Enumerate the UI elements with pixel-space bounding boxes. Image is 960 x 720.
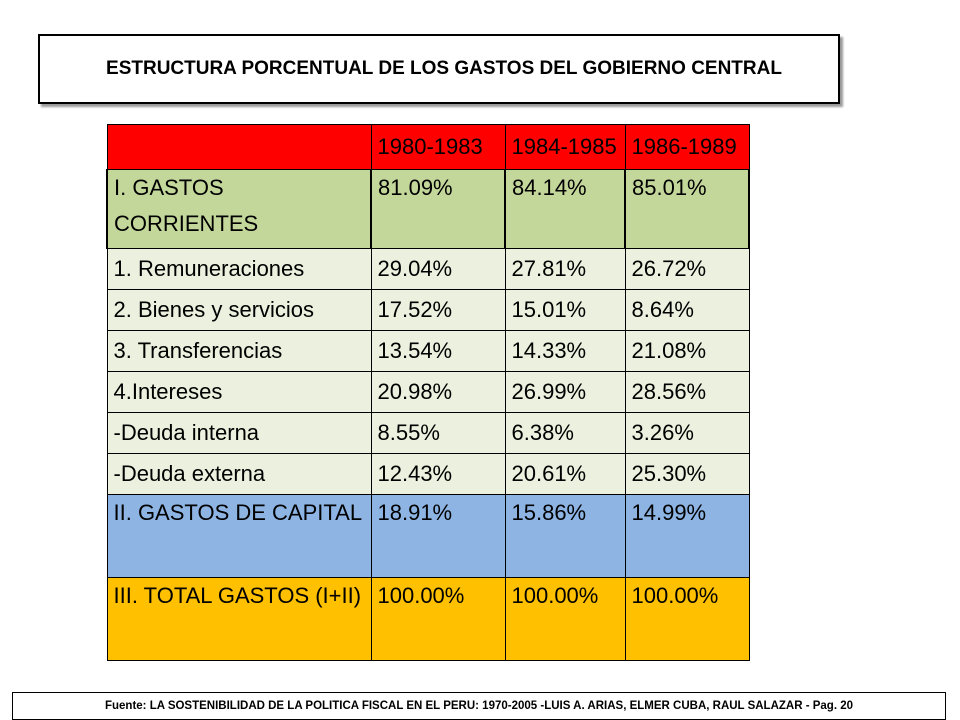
table-cell: 29.04%	[371, 249, 505, 290]
table-cell: 18.91%	[371, 495, 505, 578]
table-row-total-gastos	[107, 578, 749, 661]
table-cell: 15.86%	[505, 495, 625, 578]
row-label: -Deuda externa	[107, 454, 371, 495]
table-cell: 85.01%	[625, 170, 749, 249]
page-title: ESTRUCTURA PORCENTUAL DE LOS GASTOS DEL GOBIERNO CENTRAL	[106, 58, 782, 79]
source-label: Fuente:	[104, 700, 147, 712]
row-label: -Deuda interna	[107, 413, 371, 454]
row-label: 2. Bienes y servicios	[107, 290, 371, 331]
table-cell: 100.00%	[625, 578, 749, 661]
table-row-remuneraciones	[107, 249, 749, 290]
table-cell: 21.08%	[625, 331, 749, 372]
title-box	[38, 34, 840, 104]
table-row-gastos-capital	[107, 495, 749, 578]
header-cell-1986-1989: 1986-1989	[625, 125, 749, 170]
table-row-intereses	[107, 372, 749, 413]
table-cell: 14.99%	[625, 495, 749, 578]
table-header-row	[107, 125, 749, 170]
row-label: 1. Remuneraciones	[107, 249, 371, 290]
header-cell-empty	[107, 125, 371, 170]
table-cell: 6.38%	[505, 413, 625, 454]
table-cell: 17.52%	[371, 290, 505, 331]
row-label: 4.Intereses	[107, 372, 371, 413]
table-cell: 3.26%	[625, 413, 749, 454]
table-row-bienes-servicios	[107, 290, 749, 331]
table-cell: 15.01%	[505, 290, 625, 331]
table-cell: 84.14%	[505, 170, 625, 249]
header-cell-1980-1983: 1980-1983	[371, 125, 505, 170]
table-cell: 26.99%	[505, 372, 625, 413]
table-cell: 100.00%	[371, 578, 505, 661]
table-cell: 100.00%	[505, 578, 625, 661]
table-cell: 8.55%	[371, 413, 505, 454]
source-citation	[105, 700, 853, 712]
table-row-gastos-corrientes	[107, 170, 749, 249]
table-cell: 26.72%	[625, 249, 749, 290]
source-text: LA SOSTENIBILIDAD DE LA POLITICA FISCAL EN EL PERU: 1970-2005 -LUIS A. ARIAS, ELMER CUBA, RAUL SALAZAR - Pag. 20	[149, 700, 854, 712]
table-cell: 28.56%	[625, 372, 749, 413]
table-cell: 27.81%	[505, 249, 625, 290]
row-label: I. GASTOS CORRIENTES	[107, 170, 371, 249]
table-cell: 8.64%	[625, 290, 749, 331]
table-cell: 25.30%	[625, 454, 749, 495]
row-label: 3. Transferencias	[107, 331, 371, 372]
table-cell: 14.33%	[505, 331, 625, 372]
row-label: II. GASTOS DE CAPITAL	[107, 495, 371, 578]
source-footer	[12, 692, 946, 720]
table-row-deuda-externa	[107, 454, 749, 495]
table-row-transferencias	[107, 331, 749, 372]
header-cell-1984-1985: 1984-1985	[505, 125, 625, 170]
table-cell: 20.98%	[371, 372, 505, 413]
row-label: III. TOTAL GASTOS (I+II)	[107, 578, 371, 661]
table-cell: 12.43%	[371, 454, 505, 495]
expenditure-table	[106, 124, 750, 661]
table-cell: 13.54%	[371, 331, 505, 372]
table-cell: 81.09%	[371, 170, 505, 249]
table-cell: 20.61%	[505, 454, 625, 495]
table-row-deuda-interna	[107, 413, 749, 454]
